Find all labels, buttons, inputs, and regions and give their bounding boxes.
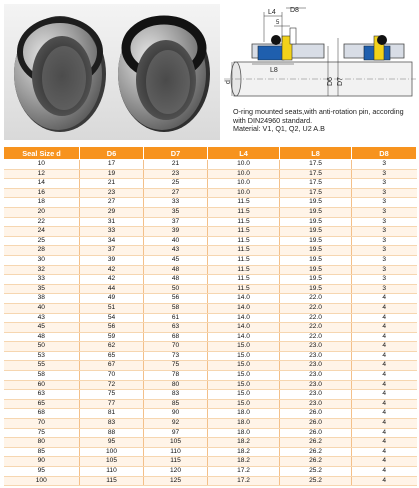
table-cell: 14.0: [208, 313, 280, 323]
table-cell: 83: [144, 390, 208, 400]
table-cell: 3: [352, 198, 417, 208]
table-row: [4, 227, 417, 237]
table-cell: 20: [4, 207, 80, 217]
table-cell: 39: [144, 227, 208, 237]
table-cell: 3: [352, 227, 417, 237]
table-cell: 3: [352, 169, 417, 179]
header-d7: D7: [144, 147, 208, 160]
table-cell: 77: [80, 399, 144, 409]
header-l4: L4: [208, 147, 280, 160]
table-cell: 10.0: [208, 179, 280, 189]
table-cell: 19.5: [280, 207, 352, 217]
table-row: [4, 313, 417, 323]
label-d8: D8: [290, 7, 299, 14]
table-row: [4, 207, 417, 217]
table-cell: 53: [4, 351, 80, 361]
table-row: [4, 188, 417, 198]
table-cell: 11.5: [208, 236, 280, 246]
table-cell: 3: [352, 236, 417, 246]
table-cell: 48: [144, 275, 208, 285]
table-cell: 4: [352, 428, 417, 438]
table-cell: 4: [352, 380, 417, 390]
table-cell: 90: [4, 457, 80, 467]
table-cell: 43: [4, 313, 80, 323]
table-cell: 10.0: [208, 160, 280, 170]
table-cell: 19: [80, 169, 144, 179]
table-cell: 18.2: [208, 457, 280, 467]
table-cell: 97: [144, 428, 208, 438]
table-cell: 61: [144, 313, 208, 323]
table-cell: 39: [80, 255, 144, 265]
table-cell: 115: [80, 476, 144, 486]
table-cell: 4: [352, 438, 417, 448]
table-cell: 22.0: [280, 332, 352, 342]
table-cell: 72: [80, 380, 144, 390]
seal-ring-left: [14, 16, 106, 132]
table-cell: 11.5: [208, 198, 280, 208]
table-cell: 17.2: [208, 467, 280, 477]
table-cell: 19.5: [280, 275, 352, 285]
table-cell: 22.0: [280, 323, 352, 333]
table-cell: 50: [4, 342, 80, 352]
table-cell: 27: [144, 188, 208, 198]
table-cell: 10.0: [208, 169, 280, 179]
table-cell: 18: [4, 198, 80, 208]
table-cell: 59: [80, 332, 144, 342]
table-cell: 26.0: [280, 428, 352, 438]
table-cell: 100: [80, 447, 144, 457]
table-cell: 48: [4, 332, 80, 342]
table-cell: 23.0: [280, 399, 352, 409]
table-cell: 63: [144, 323, 208, 333]
table-row: [4, 303, 417, 313]
table-cell: 110: [80, 467, 144, 477]
header-seal-size: Seal Size d: [4, 147, 80, 160]
table-cell: 24: [4, 227, 80, 237]
table-cell: 22.0: [280, 303, 352, 313]
header-d6: D6: [80, 147, 144, 160]
table-cell: 3: [352, 275, 417, 285]
table-cell: 22.0: [280, 294, 352, 304]
table-cell: 42: [80, 265, 144, 275]
table-cell: 14.0: [208, 332, 280, 342]
table-cell: 95: [80, 438, 144, 448]
table-cell: 23.0: [280, 351, 352, 361]
table-cell: 85: [144, 399, 208, 409]
table-cell: 23.0: [280, 361, 352, 371]
table-cell: 81: [80, 409, 144, 419]
table-cell: 120: [144, 467, 208, 477]
table-cell: 15.0: [208, 342, 280, 352]
header-d8: D8: [352, 147, 417, 160]
table-cell: 3: [352, 284, 417, 294]
table-cell: 3: [352, 255, 417, 265]
table-cell: 15.0: [208, 399, 280, 409]
table-cell: 4: [352, 457, 417, 467]
table-row: [4, 332, 417, 342]
table-row: [4, 160, 417, 170]
table-cell: 56: [144, 294, 208, 304]
table-cell: 18.2: [208, 438, 280, 448]
table-cell: 15.0: [208, 361, 280, 371]
table-cell: 42: [80, 275, 144, 285]
table-cell: 4: [352, 419, 417, 429]
table-cell: 83: [80, 419, 144, 429]
table-cell: 45: [144, 255, 208, 265]
table-cell: 31: [80, 217, 144, 227]
table-cell: 25.2: [280, 476, 352, 486]
table-row: [4, 390, 417, 400]
table-row: [4, 236, 417, 246]
table-cell: 3: [352, 246, 417, 256]
table-cell: 63: [4, 390, 80, 400]
table-cell: 68: [4, 409, 80, 419]
table-row: [4, 476, 417, 486]
table-cell: 27: [80, 198, 144, 208]
table-cell: 23.0: [280, 380, 352, 390]
table-cell: 75: [144, 361, 208, 371]
table-cell: 26.0: [280, 419, 352, 429]
label-d: d: [225, 80, 232, 84]
table-cell: 11.5: [208, 246, 280, 256]
table-row: [4, 467, 417, 477]
table-cell: 23.0: [280, 371, 352, 381]
table-row: [4, 342, 417, 352]
description-line-1: O-ring mounted seats,with anti-rotation pin, according: [233, 107, 404, 116]
table-cell: 55: [4, 361, 80, 371]
table-cell: 25: [144, 179, 208, 189]
table-cell: 26.0: [280, 409, 352, 419]
table-row: [4, 457, 417, 467]
table-cell: 17.5: [280, 169, 352, 179]
table-cell: 14.0: [208, 294, 280, 304]
table-row: [4, 351, 417, 361]
table-cell: 45: [4, 323, 80, 333]
table-cell: 4: [352, 342, 417, 352]
table-cell: 105: [144, 438, 208, 448]
table-cell: 70: [80, 371, 144, 381]
table-cell: 68: [144, 332, 208, 342]
table-cell: 23.0: [280, 390, 352, 400]
table-cell: 51: [80, 303, 144, 313]
table-cell: 10: [4, 160, 80, 170]
table-cell: 33: [80, 227, 144, 237]
table-cell: 11.5: [208, 217, 280, 227]
table-cell: 50: [144, 284, 208, 294]
table-cell: 15.0: [208, 380, 280, 390]
label-l8: L8: [270, 67, 278, 74]
table-cell: 26.2: [280, 447, 352, 457]
table-cell: 49: [80, 294, 144, 304]
table-cell: 29: [80, 207, 144, 217]
table-cell: 40: [4, 303, 80, 313]
table-row: [4, 217, 417, 227]
table-cell: 35: [144, 207, 208, 217]
table-cell: 60: [4, 380, 80, 390]
seal-ring-right: [118, 16, 210, 132]
table-cell: 18.0: [208, 428, 280, 438]
table-cell: 43: [144, 246, 208, 256]
table-cell: 75: [80, 390, 144, 400]
table-cell: 67: [80, 361, 144, 371]
table-cell: 26.2: [280, 457, 352, 467]
table-cell: 19.5: [280, 246, 352, 256]
label-l4: L4: [268, 9, 276, 16]
table-row: [4, 371, 417, 381]
table-cell: 15.0: [208, 390, 280, 400]
table-row: [4, 323, 417, 333]
table-cell: 37: [80, 246, 144, 256]
table-cell: 4: [352, 351, 417, 361]
table-cell: 56: [80, 323, 144, 333]
table-cell: 37: [144, 217, 208, 227]
table-row: [4, 179, 417, 189]
table-cell: 3: [352, 160, 417, 170]
label-five: 5: [276, 20, 280, 26]
table-cell: 73: [144, 351, 208, 361]
table-cell: 21: [144, 160, 208, 170]
table-cell: 10.0: [208, 188, 280, 198]
table-cell: 4: [352, 303, 417, 313]
table-cell: 16: [4, 188, 80, 198]
table-cell: 95: [4, 467, 80, 477]
table-cell: 11.5: [208, 275, 280, 285]
table-row: [4, 284, 417, 294]
table-cell: 92: [144, 419, 208, 429]
table-cell: 125: [144, 476, 208, 486]
table-cell: 17.2: [208, 476, 280, 486]
table-cell: 44: [80, 284, 144, 294]
table-cell: 3: [352, 179, 417, 189]
table-cell: 19.5: [280, 255, 352, 265]
table-cell: 11.5: [208, 227, 280, 237]
table-cell: 4: [352, 371, 417, 381]
table-cell: 3: [352, 217, 417, 227]
table-cell: 105: [80, 457, 144, 467]
description-line-2: with DIN24960 standard.: [233, 115, 313, 125]
table-cell: 19.5: [280, 265, 352, 275]
table-cell: 100: [4, 476, 80, 486]
table-row: [4, 265, 417, 275]
table-header-row: [4, 147, 417, 160]
table-cell: 17.5: [280, 179, 352, 189]
table-cell: 17.5: [280, 160, 352, 170]
table-cell: 11.5: [208, 284, 280, 294]
table-cell: 4: [352, 409, 417, 419]
table-row: [4, 361, 417, 371]
table-cell: 28: [4, 246, 80, 256]
table-cell: 35: [4, 284, 80, 294]
table-cell: 4: [352, 294, 417, 304]
table-cell: 65: [80, 351, 144, 361]
table-cell: 19.5: [280, 217, 352, 227]
table-cell: 15.0: [208, 371, 280, 381]
table-cell: 4: [352, 390, 417, 400]
table-cell: 4: [352, 332, 417, 342]
label-d7: D7: [337, 77, 344, 86]
table-cell: 18.0: [208, 419, 280, 429]
table-cell: 38: [4, 294, 80, 304]
table-row: [4, 198, 417, 208]
header-l8: L8: [280, 147, 352, 160]
table-cell: 58: [144, 303, 208, 313]
table-cell: 62: [80, 342, 144, 352]
table-cell: 88: [80, 428, 144, 438]
table-cell: 21: [80, 179, 144, 189]
table-cell: 90: [144, 409, 208, 419]
table-row: [4, 419, 417, 429]
table-cell: 19.5: [280, 236, 352, 246]
table-cell: 11.5: [208, 207, 280, 217]
table-cell: 17: [80, 160, 144, 170]
table-cell: 4: [352, 447, 417, 457]
table-cell: 4: [352, 476, 417, 486]
table-cell: 33: [144, 198, 208, 208]
table-cell: 23.0: [280, 342, 352, 352]
table-cell: 4: [352, 313, 417, 323]
table-cell: 15.0: [208, 351, 280, 361]
table-cell: 80: [144, 380, 208, 390]
table-cell: 58: [4, 371, 80, 381]
table-cell: 19.5: [280, 198, 352, 208]
table-row: [4, 246, 417, 256]
table-cell: 4: [352, 399, 417, 409]
table-cell: 23: [144, 169, 208, 179]
table-cell: 4: [352, 323, 417, 333]
table-cell: 18.0: [208, 409, 280, 419]
label-d6: D6: [327, 77, 334, 86]
table-cell: 25: [4, 236, 80, 246]
table-cell: 33: [4, 275, 80, 285]
table-cell: 70: [144, 342, 208, 352]
table-cell: 25.2: [280, 467, 352, 477]
seal-cross-section-diagram: [224, 2, 416, 106]
table-cell: 65: [4, 399, 80, 409]
description: [233, 108, 415, 134]
table-cell: 26.2: [280, 438, 352, 448]
table-cell: 80: [4, 438, 80, 448]
table-cell: 14.0: [208, 323, 280, 333]
table-cell: 22.0: [280, 313, 352, 323]
table-cell: 3: [352, 188, 417, 198]
table-cell: 48: [144, 265, 208, 275]
table-cell: 34: [80, 236, 144, 246]
table-cell: 11.5: [208, 265, 280, 275]
table-cell: 70: [4, 419, 80, 429]
table-cell: 3: [352, 207, 417, 217]
table-cell: 11.5: [208, 255, 280, 265]
table-cell: 22: [4, 217, 80, 227]
table-row: [4, 438, 417, 448]
table-cell: 30: [4, 255, 80, 265]
seal-dimensions-table: [3, 146, 417, 486]
table-cell: 40: [144, 236, 208, 246]
table-cell: 115: [144, 457, 208, 467]
table-cell: 3: [352, 265, 417, 275]
table-cell: 19.5: [280, 284, 352, 294]
table-row: [4, 255, 417, 265]
table-cell: 4: [352, 467, 417, 477]
table-cell: 18.2: [208, 447, 280, 457]
table-cell: 17.5: [280, 188, 352, 198]
table-cell: 75: [4, 428, 80, 438]
table-cell: 4: [352, 361, 417, 371]
table-cell: 110: [144, 447, 208, 457]
table-row: [4, 409, 417, 419]
table-row: [4, 294, 417, 304]
table-cell: 78: [144, 371, 208, 381]
table-cell: 19.5: [280, 227, 352, 237]
table-row: [4, 428, 417, 438]
table-row: [4, 380, 417, 390]
table-cell: 23: [80, 188, 144, 198]
table-cell: 32: [4, 265, 80, 275]
table-cell: 14: [4, 179, 80, 189]
table-row: [4, 447, 417, 457]
product-photo: [4, 4, 220, 140]
table-cell: 12: [4, 169, 80, 179]
description-line-3: Material: V1, Q1, Q2, U2 A.B: [233, 124, 325, 134]
table-row: [4, 275, 417, 285]
table-cell: 54: [80, 313, 144, 323]
table-row: [4, 399, 417, 409]
table-cell: 14.0: [208, 303, 280, 313]
table-row: [4, 169, 417, 179]
table-cell: 85: [4, 447, 80, 457]
